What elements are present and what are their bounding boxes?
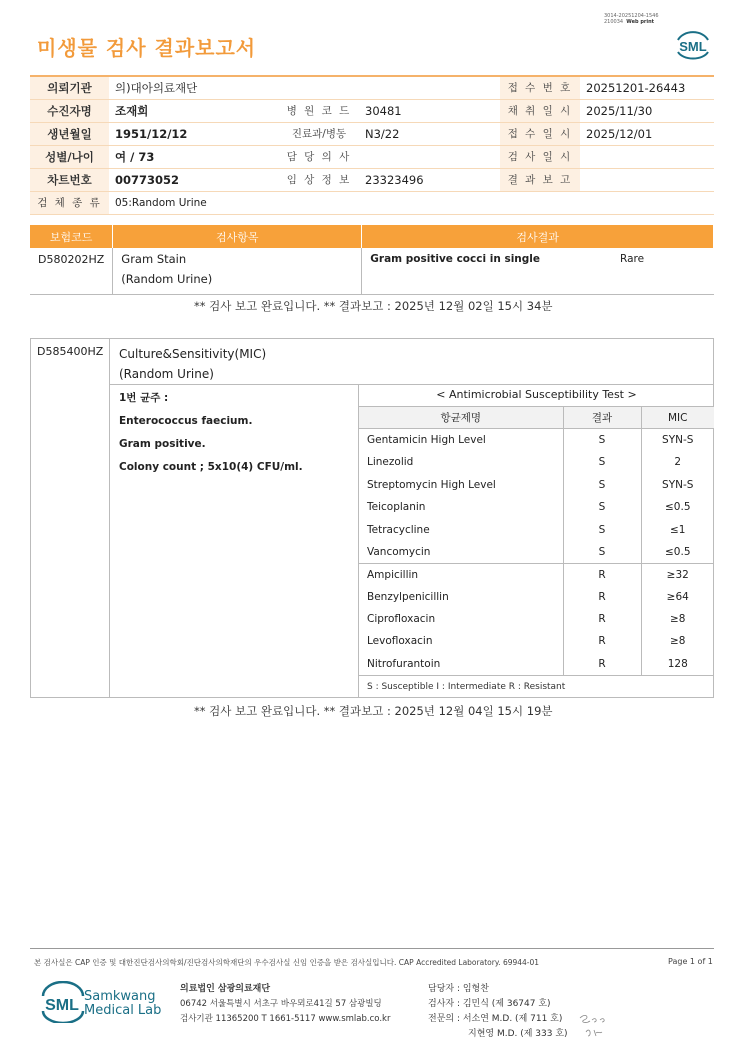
ast-col-result: 결과 (563, 406, 641, 428)
requester-value: 의)대아의료재단 (109, 76, 500, 99)
footer-org: 의료법인 삼광의료재단 06742 서울특별시 서초구 바우뫼로41길 57 삼광빌딩 검사기관 11365200 T 1661-5117 www.smlab.co.kr (180, 984, 391, 1024)
col-item-header: 검사항목 (113, 225, 362, 248)
chart-label: 차트번호 (30, 168, 109, 191)
sex-age-value: 여 / 73 (109, 145, 279, 168)
gram-item: Gram Stain (Random Urine) (113, 248, 362, 295)
col-code-header: 보험코드 (30, 225, 113, 248)
table-row: Linezolid S 2 (359, 451, 714, 473)
stamp-sub: 210034 Web print (604, 19, 655, 25)
specimen-value: 05:Random Urine (109, 191, 714, 214)
sml-logo-icon (672, 28, 714, 62)
table-row: Streptomycin High Level S SYN-S (359, 474, 714, 496)
table-row: Benzylpenicillin R ≥64 (359, 586, 714, 608)
receipt-no-value: 20251201-26443 (580, 76, 714, 99)
svg-text:SML: SML (45, 997, 79, 1014)
organism-gram: Gram positive. (119, 438, 206, 450)
test-date-label: 검 사 일 시 (500, 145, 580, 168)
ast-col-drug: 항균제명 (359, 406, 563, 428)
footer-brand: Samkwang Medical Lab (84, 989, 162, 1018)
staff-tester: 검사자 : 김민식 (제 36747 호) (428, 999, 551, 1009)
culture-code: D585400HZ (31, 339, 110, 697)
culture-section (30, 338, 714, 698)
clinical-value: 23323496 (359, 168, 500, 191)
receipt-date-label: 접 수 일 시 (500, 122, 580, 145)
birth-value: 1951/12/12 (109, 122, 279, 145)
dept-label: 진료과/병동 (279, 122, 359, 145)
table-row: Vancomycin S ≤0.5 (359, 541, 714, 563)
receipt-no-label: 접 수 번 호 (500, 76, 580, 99)
print-stamp (604, 13, 659, 25)
table-row: Teicoplanin S ≤0.5 (359, 496, 714, 518)
gram-result: Gram positive cocci in single Rare (362, 248, 714, 295)
col-result-header: 검사결과 (362, 225, 714, 248)
table-row: Ampicillin R ≥32 (359, 563, 714, 585)
dept-value: N3/22 (359, 122, 500, 145)
staff-manager: 담당자 : 임형찬 (428, 984, 489, 994)
footer-divider (30, 948, 714, 949)
table-row: Tetracycline S ≤1 (359, 518, 714, 540)
organism-info (119, 387, 303, 479)
report-title: 미생물 검사 결과보고서 (37, 36, 257, 60)
organism-count: Colony count ; 5x10(4) CFU/ml. (119, 461, 303, 473)
hospital-code-value: 30481 (359, 99, 500, 122)
chart-value: 00773052 (109, 168, 279, 191)
ast-col-mic: MIC (641, 406, 714, 428)
collect-date-value: 2025/11/30 (580, 99, 714, 122)
report-value (580, 168, 714, 191)
test-date-value (580, 145, 714, 168)
organism-label: 1번 균주 : (119, 392, 169, 404)
table-row: Nitrofurantoin R 128 (359, 653, 714, 675)
patient-info-table (30, 75, 714, 215)
doctor-value (359, 145, 500, 168)
patient-value: 조재희 (109, 99, 279, 122)
table-row: Gentamicin High Level S SYN-S (359, 429, 714, 451)
footer-cert: 본 검사실은 CAP 인증 및 대한진단검사의학회/진단검사의학재단의 우수검사실 신임 인증을 받은 검사실입니다. CAP Accredited Laboratory. 69944-01 (34, 958, 540, 967)
signature-icon (576, 1010, 616, 1040)
culture-item: Culture&Sensitivity(MIC) (Random Urine) (119, 347, 267, 381)
staff-expert2: 지현영 M.D. (제 333 호) (468, 1029, 568, 1039)
specimen-label: 검 체 종 류 (30, 191, 109, 214)
stamp-code: 3014-20251204-1546 (604, 13, 659, 19)
clinical-label: 임 상 정 보 (279, 168, 359, 191)
page-number: Page 1 of 1 (668, 957, 713, 966)
gram-code: D580202HZ (30, 248, 113, 295)
ast-table (359, 384, 714, 697)
footer-staff (428, 982, 568, 1042)
ast-legend: S : Susceptible I : Intermediate R : Resistant (359, 675, 714, 697)
organism-name: Enterococcus faecium. (119, 415, 253, 427)
requester-label: 의뢰기관 (30, 76, 109, 99)
sml-logo-icon (38, 981, 88, 1023)
patient-label: 수진자명 (30, 99, 109, 122)
collect-date-label: 채 취 일 시 (500, 99, 580, 122)
birth-label: 생년월일 (30, 122, 109, 145)
doctor-label: 담 당 의 사 (279, 145, 359, 168)
section2-complete-note: ** 검사 보고 완료입니다. ** 결과보고 : 2025년 12월 04일 15시 19분 (194, 704, 553, 718)
sex-age-label: 성별/나이 (30, 145, 109, 168)
gram-result-qty: Rare (620, 253, 645, 265)
ast-caption: < Antimicrobial Susceptibility Test > (359, 384, 714, 406)
table-row: Ciprofloxacin R ≥8 (359, 608, 714, 630)
table-row: Levofloxacin R ≥8 (359, 630, 714, 652)
table-row (30, 248, 714, 295)
gram-stain-table (30, 225, 714, 295)
hospital-code-label: 병 원 코 드 (279, 99, 359, 122)
svg-text:SML: SML (679, 39, 707, 54)
receipt-date-value: 2025/12/01 (580, 122, 714, 145)
section1-complete-note: ** 검사 보고 완료입니다. ** 결과보고 : 2025년 12월 02일 15시 34분 (194, 299, 553, 313)
staff-expert1: 전문의 : 서소연 M.D. (제 711 호) (428, 1014, 563, 1024)
report-label: 결 과 보 고 (500, 168, 580, 191)
